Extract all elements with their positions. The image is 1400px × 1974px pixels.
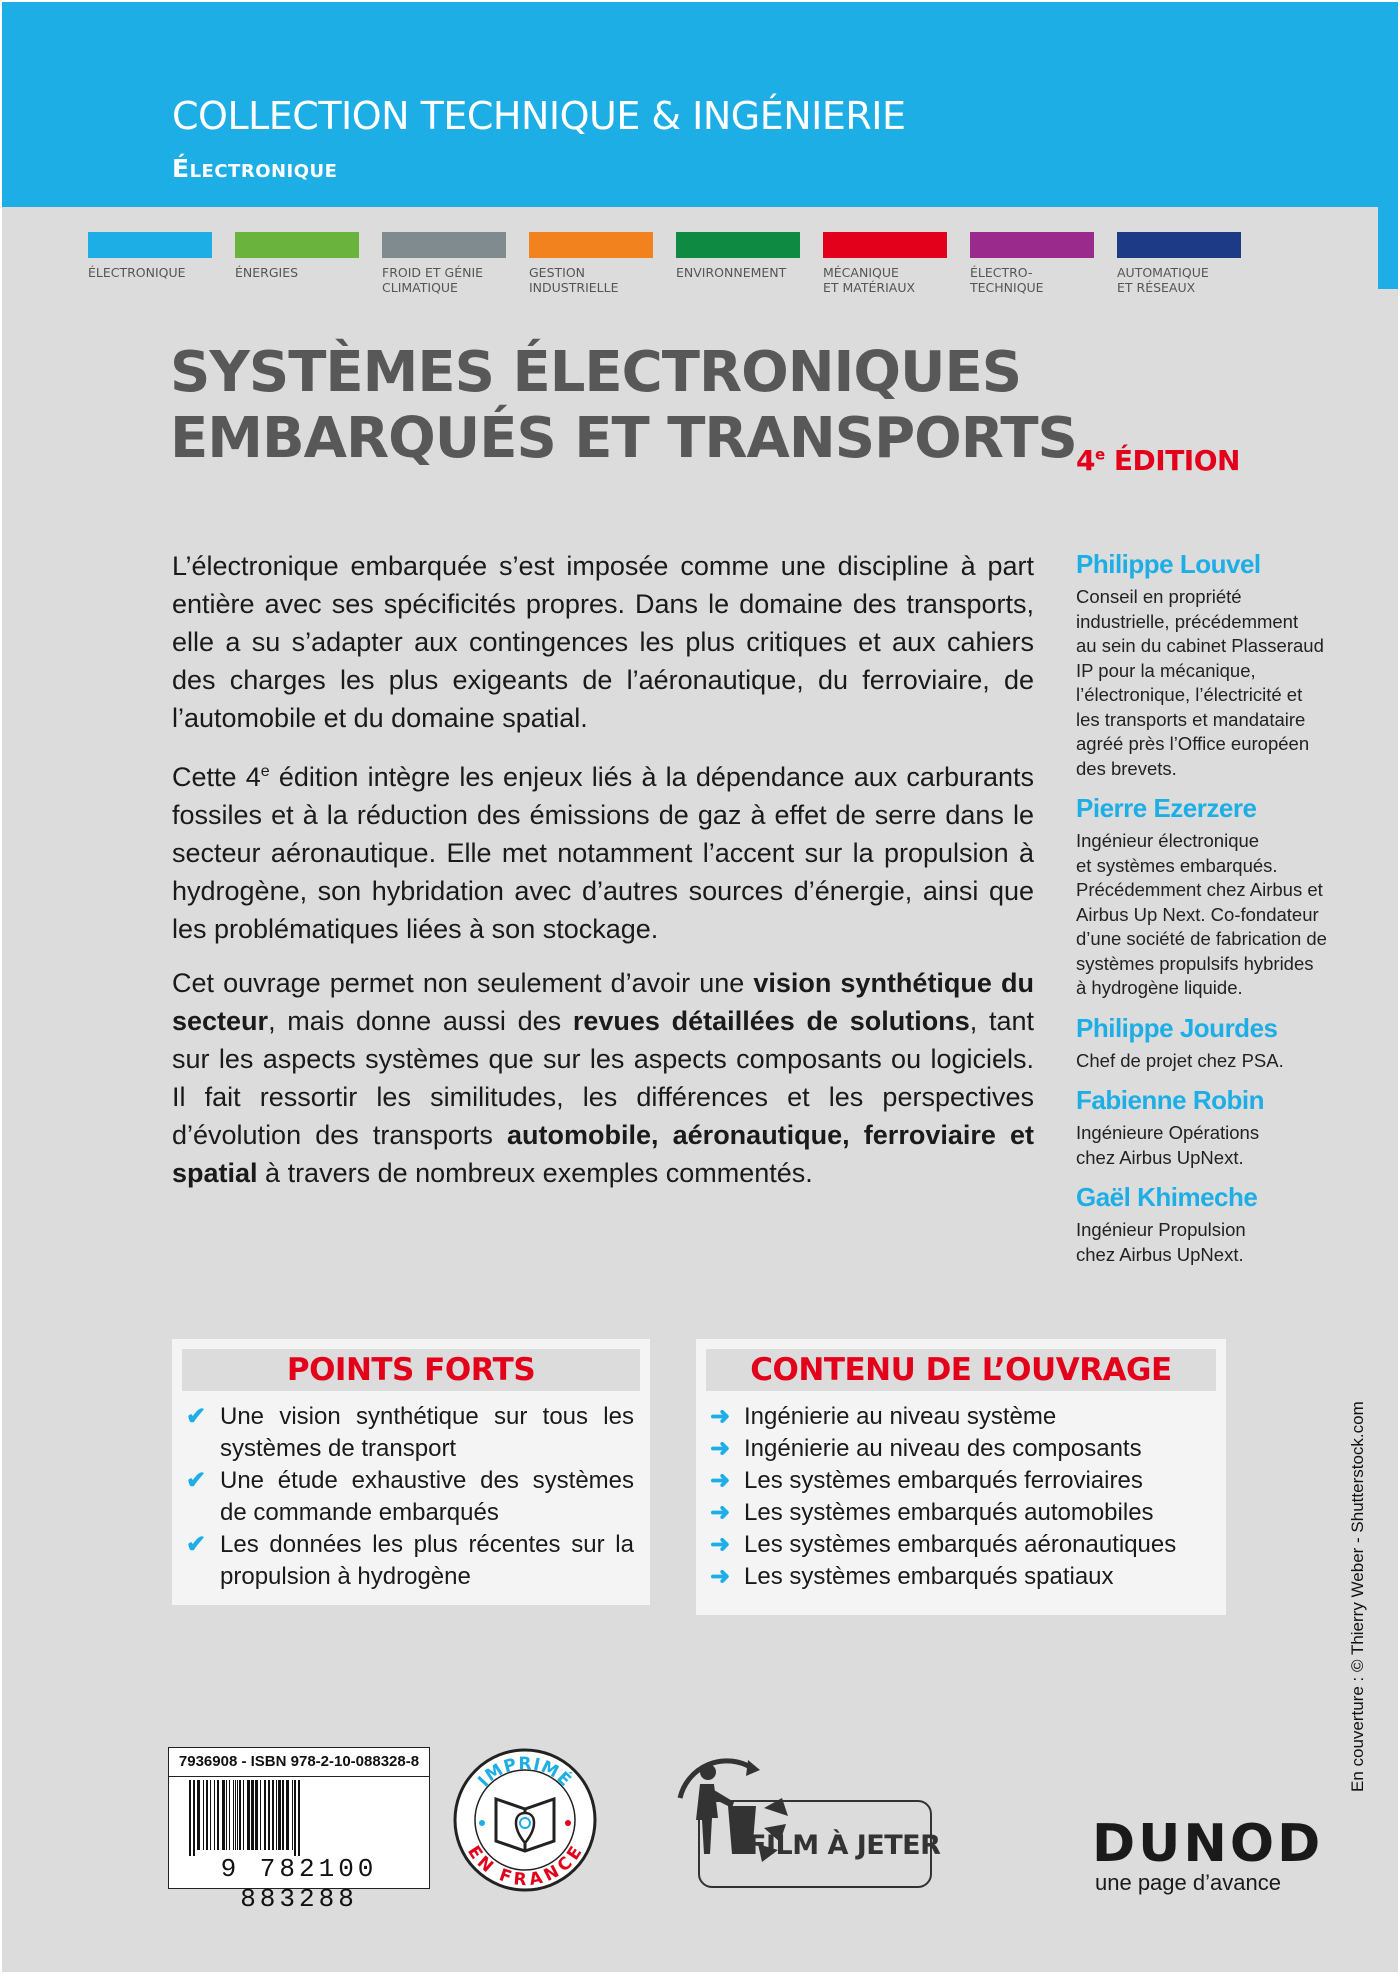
author-name: Philippe Louvel xyxy=(1076,549,1261,579)
text-bold: revues détaillées de solutions xyxy=(572,1006,970,1036)
barcode-bar xyxy=(197,1780,200,1850)
book-back-cover xyxy=(2,2,1398,1972)
badge-top-text: IMPRIMÉ xyxy=(474,1753,576,1792)
category-color-bar xyxy=(382,232,506,258)
barcode-bar xyxy=(229,1780,230,1850)
badge-dot-right xyxy=(565,1820,571,1826)
imprime-en-france-badge xyxy=(452,1747,598,1893)
author-bio: Conseil en propriété industrielle, précédemment au sein du cabinet Plasseraud IP pour la mécanique, l’électronique, l’électricité et les transports et mandataire agréé près l’Office européen des brevets. xyxy=(1076,586,1324,779)
edition-number: 4 xyxy=(1076,444,1095,477)
author-entry xyxy=(1076,1083,1376,1170)
barcode-bar xyxy=(239,1780,241,1850)
barcode-bar xyxy=(264,1780,266,1850)
author-entry xyxy=(1076,1011,1376,1074)
text-run: , mais donne aussi des xyxy=(268,1006,573,1036)
text-run: à travers de nombreux exemples commentés. xyxy=(257,1158,813,1188)
category-color-bar xyxy=(676,232,800,258)
arrow-right-icon: ➜ xyxy=(710,1531,731,1558)
strengths-panel xyxy=(172,1339,650,1605)
edition-word: ÉDITION xyxy=(1113,444,1240,477)
list-item xyxy=(186,1401,634,1465)
author-name: Pierre Ezerzere xyxy=(1076,793,1257,823)
barcode-bar xyxy=(278,1780,281,1850)
barcode-bar xyxy=(226,1780,227,1850)
description-paragraph xyxy=(172,964,1034,1192)
arrow-right-icon: ➜ xyxy=(710,1563,731,1590)
list-item xyxy=(710,1529,1210,1561)
barcode-digits: 9 782100 883288 xyxy=(220,1854,378,1914)
category-color-bar xyxy=(88,232,212,258)
category-electrotechnique xyxy=(970,232,1094,295)
barcode-bar xyxy=(298,1780,300,1856)
list-item-text: Les systèmes embarqués ferroviaires xyxy=(744,1467,1143,1494)
barcode-bar xyxy=(282,1780,284,1850)
barcode-bar xyxy=(251,1780,254,1850)
film-a-jeter-label: FILM À JETER xyxy=(748,1830,941,1861)
barcode-bar xyxy=(276,1780,277,1850)
category-froid xyxy=(382,232,506,295)
list-item-text: Les systèmes embarqués aéronautiques xyxy=(744,1531,1177,1558)
author-name: Philippe Jourdes xyxy=(1076,1012,1278,1043)
category-color-bar xyxy=(529,232,653,258)
category-color-bar xyxy=(1117,232,1241,258)
book-title xyxy=(170,340,1077,472)
text-bold: vision synthétique du secteur xyxy=(172,968,1034,1036)
barcode-bar xyxy=(272,1780,274,1850)
barcode-bar xyxy=(268,1780,270,1850)
category-label: ENVIRONNEMENT xyxy=(676,265,787,280)
text-run: édition intègre les enjeux liés à la dépendance aux carburants fossiles et à la réduction des émissions de gaz à effet de serre dans le secteur aéronautique. Elle met notamment l’accent sur la propulsion à hydrogène, son hybridation avec d’autres sources d’énergie, ainsi que les problématiques liées à son stockage. xyxy=(172,762,1034,944)
category-automatique xyxy=(1117,232,1241,295)
category-color-bar xyxy=(970,232,1094,258)
author-name: Gaël Khimeche xyxy=(1076,1182,1258,1212)
category-color-bar xyxy=(235,232,359,258)
list-item xyxy=(710,1497,1210,1529)
contents-list xyxy=(696,1401,1226,1593)
category-mecanique xyxy=(823,232,947,295)
list-item xyxy=(710,1465,1210,1497)
text-bold: automobile, aéronautique, ferroviaire et spatial xyxy=(172,1120,1034,1188)
barcode-bar xyxy=(193,1780,195,1856)
author-bio: Chef de projet chez PSA. xyxy=(1076,1049,1284,1071)
barcode-bar xyxy=(233,1780,234,1850)
author-bio: Ingénieur électronique et systèmes embarqués. Précédemment chez Airbus et Airbus Up Next. Co-fondateur d’une société de fabrication de systèmes propulsifs hybrides à hydrogène liquide. xyxy=(1076,830,1327,998)
checkmark-icon: ✔ xyxy=(186,1467,207,1494)
category-gestion xyxy=(529,232,653,295)
badge-bottom-text: EN FRANCE xyxy=(463,1842,587,1891)
text-run: , tant sur les aspects systèmes que sur les aspects composants ou logiciels. Il fait ressortir les similitudes, les différences et les perspectives d’évolution des transports xyxy=(172,1006,1034,1150)
arrow-right-icon: ➜ xyxy=(710,1403,731,1430)
list-item-text: Ingénierie au niveau des composants xyxy=(744,1435,1142,1462)
arrow-right-icon: ➜ xyxy=(710,1435,731,1462)
barcode-bar xyxy=(286,1780,289,1850)
isbn-barcode xyxy=(168,1747,430,1914)
barcode-bar xyxy=(247,1780,250,1850)
list-item-text: Les systèmes embarqués automobiles xyxy=(744,1499,1154,1526)
contents-title: CONTENU DE L’OUVRAGE xyxy=(706,1349,1216,1391)
barcode-bar xyxy=(255,1780,258,1850)
category-environnement xyxy=(676,232,800,280)
author-list xyxy=(1076,547,1376,1277)
cover-credit: En couverture : © Thierry Weber - Shutterstock.com xyxy=(1348,1401,1367,1792)
contents-panel xyxy=(696,1339,1226,1615)
book-title-line: SYSTÈMES ÉLECTRONIQUES xyxy=(170,340,1022,405)
publisher-logo: DUNOD xyxy=(1092,1814,1324,1874)
author-entry xyxy=(1076,791,1376,1001)
strengths-list xyxy=(172,1401,650,1593)
text-sup: e xyxy=(260,763,270,780)
barcode-bar xyxy=(243,1780,244,1850)
barcode-bar xyxy=(206,1780,208,1850)
book-title-line: EMBARQUÉS ET TRANSPORTS xyxy=(170,406,1077,471)
banner-edge-strip xyxy=(1378,207,1398,289)
list-item xyxy=(186,1465,634,1529)
barcode-bar xyxy=(222,1780,225,1850)
checkmark-icon: ✔ xyxy=(186,1531,207,1558)
badge-dot-left xyxy=(479,1820,485,1826)
publisher-tagline: une page d’avance xyxy=(1095,1870,1281,1895)
list-item xyxy=(710,1561,1210,1593)
list-item-text: Les données les plus récentes sur la propulsion à hydrogène xyxy=(220,1531,634,1590)
checkmark-icon: ✔ xyxy=(186,1403,207,1430)
barcode-bar xyxy=(217,1780,219,1850)
category-label: AUTOMATIQUE ET RÉSEAUX xyxy=(1117,265,1209,295)
barcode-bar xyxy=(189,1780,191,1856)
category-color-bar xyxy=(823,232,947,258)
description-paragraph: L’électronique embarquée s’est imposée comme une discipline à part entière avec ses spécificités propres. Dans le domaine des transports, elle a su s’adapter aux contingences les plus critiques et aux cahiers des charges les plus exigeants de l’aéronautique, du ferroviaire, de l’automobile et du domaine spatial. xyxy=(172,551,1034,733)
category-label: ÉLECTRO- TECHNIQUE xyxy=(970,265,1044,295)
text-run: Cet ouvrage permet non seulement d’avoir une xyxy=(172,968,754,998)
category-label: ÉLECTRONIQUE xyxy=(88,265,186,280)
author-name: Fabienne Robin xyxy=(1076,1085,1264,1115)
category-label: GESTION INDUSTRIELLE xyxy=(529,265,619,295)
category-electronique xyxy=(88,232,212,280)
isbn-text: 7936908 - ISBN 978-2-10-088328-8 xyxy=(169,1748,429,1777)
list-item xyxy=(710,1433,1210,1465)
list-item xyxy=(186,1529,634,1593)
arrow-right-icon: ➜ xyxy=(710,1467,731,1494)
list-item-text: Une vision synthétique sur tous les systèmes de transport xyxy=(220,1403,634,1462)
category-label: ÉNERGIES xyxy=(235,265,299,280)
category-label: FROID ET GÉNIE CLIMATIQUE xyxy=(382,265,484,295)
barcode-bar xyxy=(203,1780,204,1850)
collection-title: COLLECTION TECHNIQUE & INGÉNIERIE xyxy=(172,94,906,138)
author-entry xyxy=(1076,547,1376,781)
barcode-bar xyxy=(210,1780,211,1850)
author-bio: Ingénieure Opérations chez Airbus UpNext. xyxy=(1076,1122,1260,1168)
barcode-bar xyxy=(237,1780,238,1850)
barcode-bar xyxy=(260,1780,261,1850)
list-item-text: Une étude exhaustive des systèmes de commande embarqués xyxy=(220,1467,634,1526)
barcode-bar xyxy=(235,1780,236,1850)
book-description xyxy=(172,547,1034,1208)
list-item-text: Les systèmes embarqués spatiaux xyxy=(744,1563,1114,1590)
list-item-text: Ingénierie au niveau système xyxy=(744,1403,1057,1430)
description-paragraph xyxy=(172,753,1034,948)
collection-subject: Électronique xyxy=(172,154,338,183)
edition-label xyxy=(1076,444,1240,477)
barcode-bar xyxy=(294,1780,296,1856)
list-item xyxy=(710,1401,1210,1433)
barcode-bar xyxy=(214,1780,215,1850)
barcode-bar xyxy=(292,1780,293,1850)
strengths-title: POINTS FORTS xyxy=(182,1349,640,1391)
author-bio: Ingénieur Propulsion chez Airbus UpNext. xyxy=(1076,1219,1246,1265)
category-energies xyxy=(235,232,359,280)
edition-suffix: e xyxy=(1094,445,1105,464)
text-run: Cette 4 xyxy=(172,762,261,792)
author-entry xyxy=(1076,1180,1376,1267)
category-label: MÉCANIQUE ET MATÉRIAUX xyxy=(823,265,916,295)
arrow-right-icon: ➜ xyxy=(710,1499,731,1526)
